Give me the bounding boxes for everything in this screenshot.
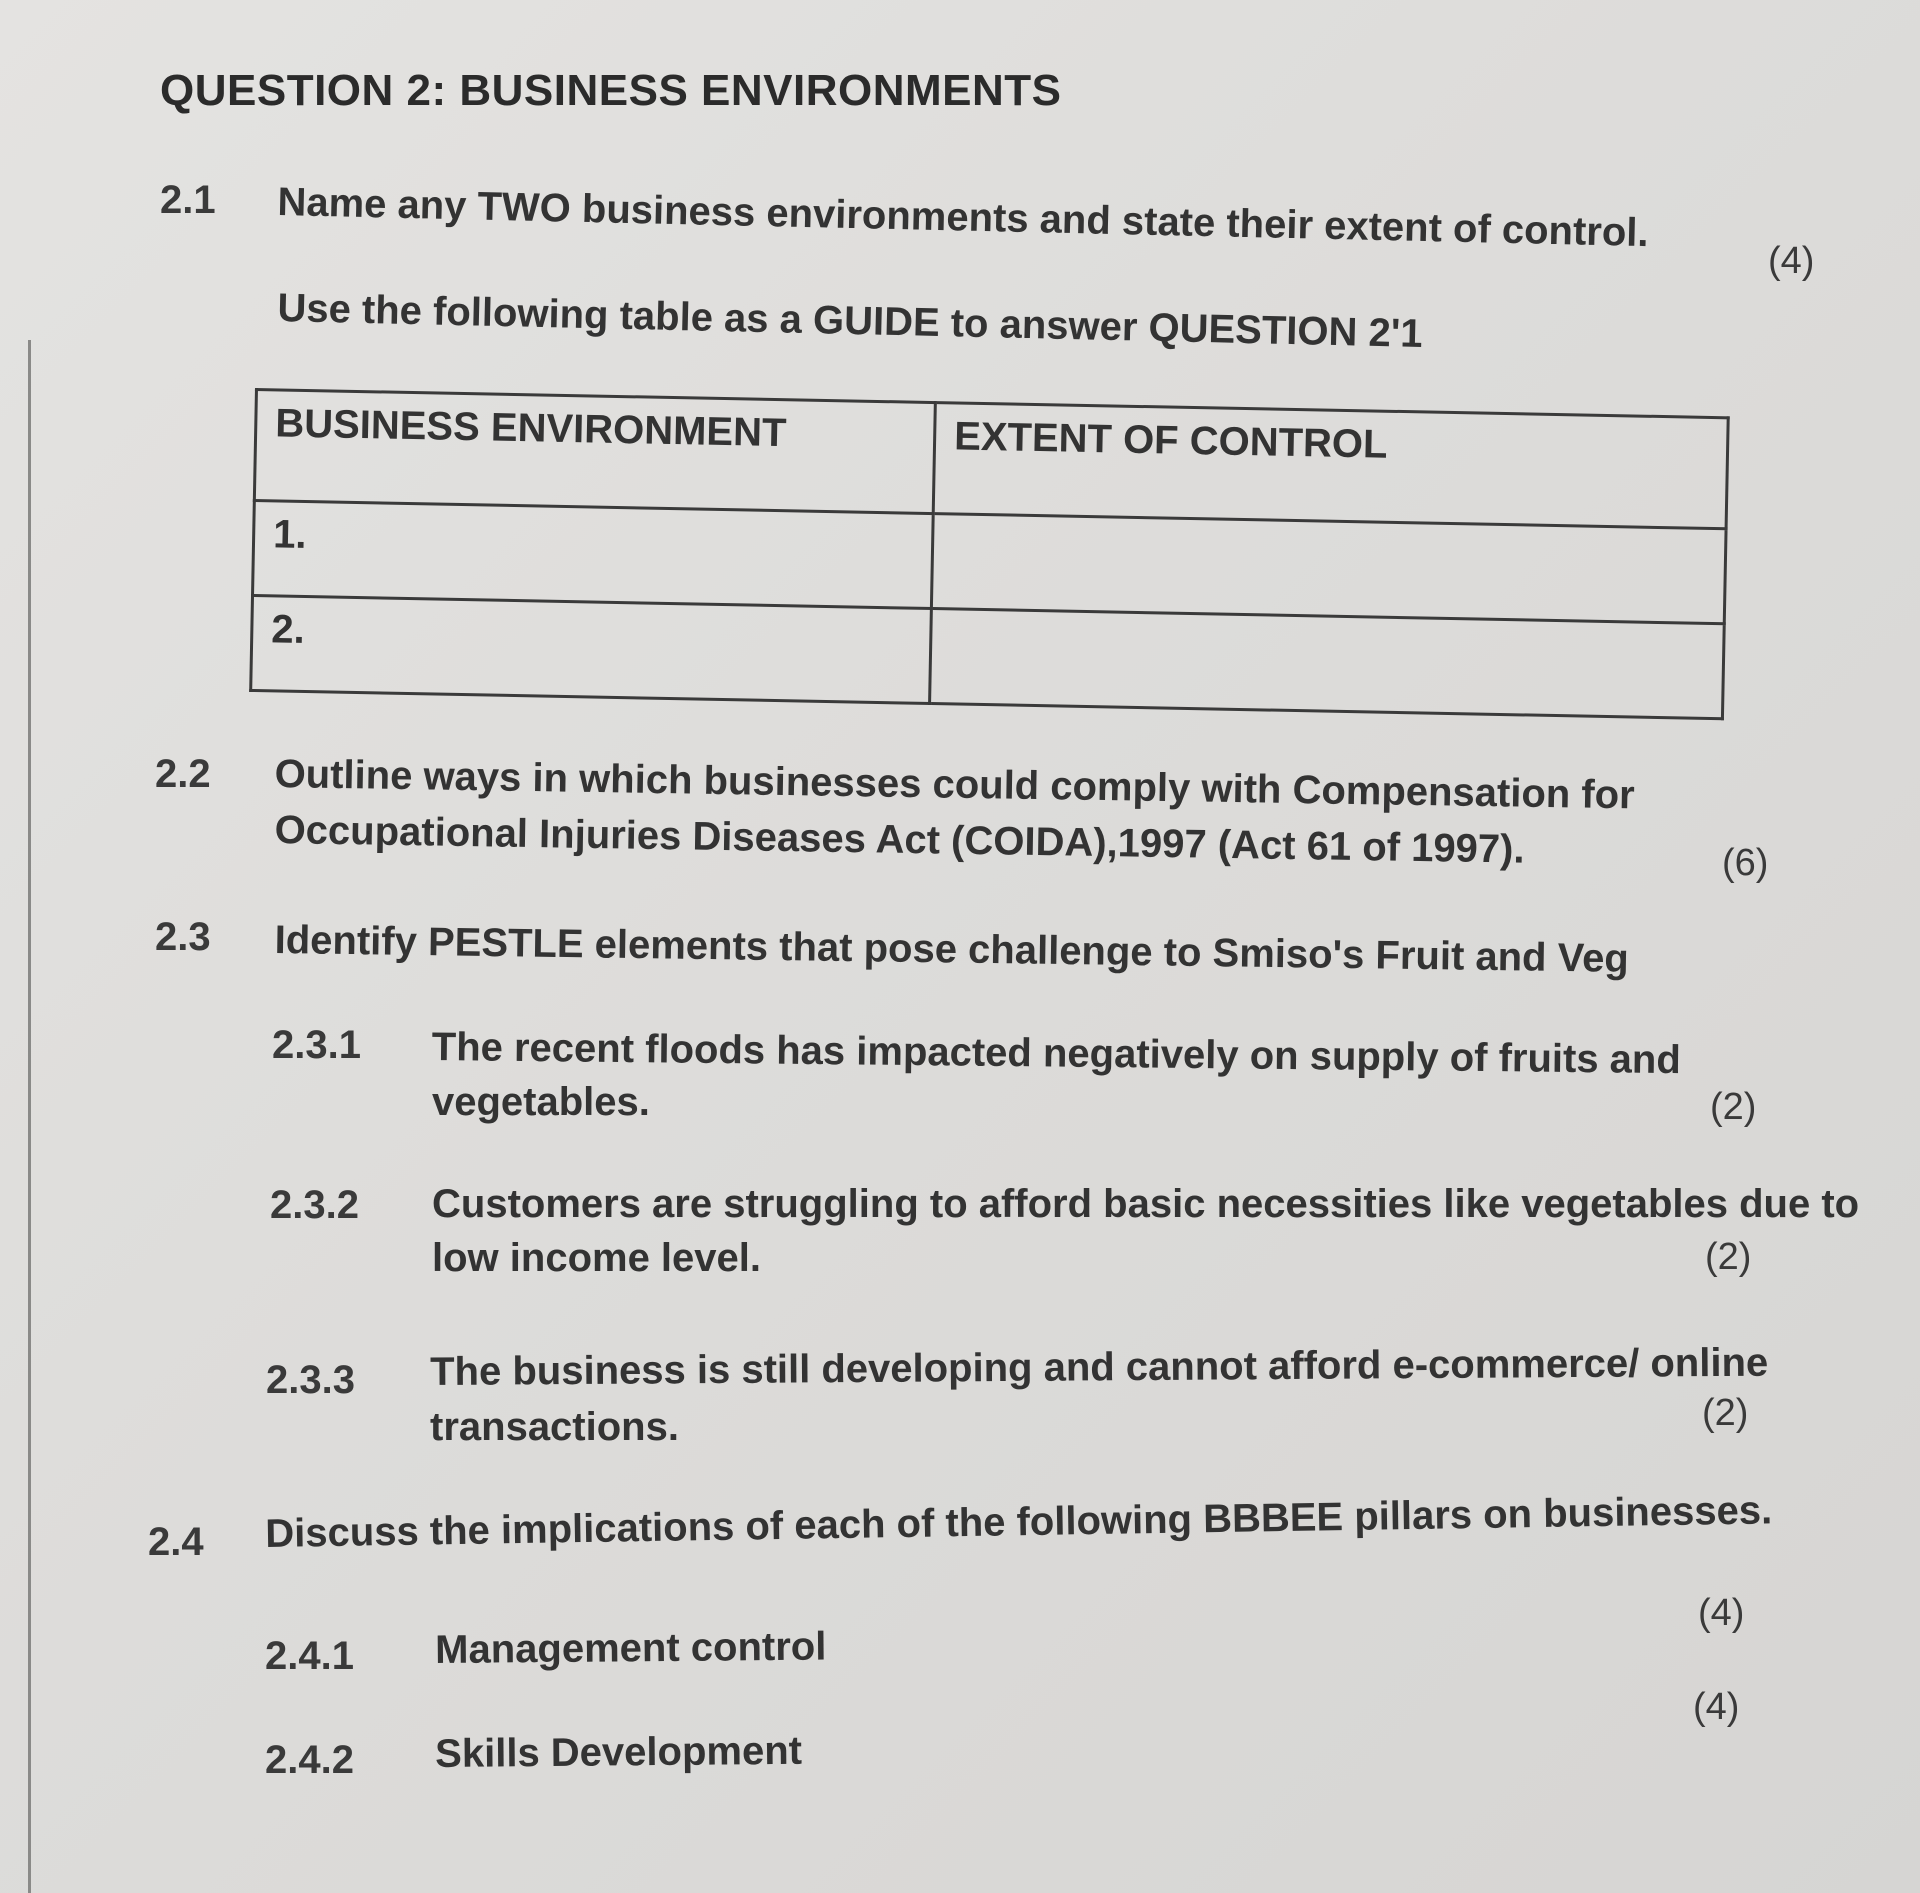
q2-4-number: 2.4 xyxy=(148,1520,204,1564)
q2-4-1-number: 2.4.1 xyxy=(265,1634,354,1678)
q2-4-text: Discuss the implications of each of the following BBBEE pillars on businesses. xyxy=(265,1488,1773,1556)
table-header-extent-of-control: EXTENT OF CONTROL xyxy=(933,403,1728,529)
q2-2-number: 2.2 xyxy=(155,752,211,796)
q2-4-1-text: Management control xyxy=(435,1624,827,1672)
q2-3-3-line2: transactions. xyxy=(430,1405,679,1449)
q2-3-1-line2: vegetables. xyxy=(432,1080,650,1124)
table-cell: 1. xyxy=(253,501,934,609)
q2-3-2-line2: low income level. xyxy=(432,1236,762,1280)
q2-3-3-marks: (2) xyxy=(1702,1392,1749,1434)
q2-4-1-marks: (4) xyxy=(1698,1592,1745,1634)
q2-3-3-line1: The business is still developing and cannot afford e-commerce/ online xyxy=(430,1340,1769,1394)
q2-1-number: 2.1 xyxy=(160,178,216,222)
paper-edge xyxy=(28,340,31,1893)
q2-1-guide-text: Use the following table as a GUIDE to answer QUESTION 2'1 xyxy=(277,286,1424,356)
q2-3-1-number: 2.3.1 xyxy=(272,1023,361,1067)
q2-3-2-line1: Customers are struggling to afford basic necessities like vegetables due to xyxy=(432,1182,1860,1226)
question-title: QUESTION 2: BUSINESS ENVIRONMENTS xyxy=(160,66,1062,115)
q2-4-2-text: Skills Development xyxy=(435,1728,803,1776)
q2-4-2-marks: (4) xyxy=(1693,1686,1740,1728)
q2-1-marks: (4) xyxy=(1768,240,1815,282)
q2-3-text: Identify PESTLE elements that pose challenge to Smiso's Fruit and Veg xyxy=(274,918,1630,981)
q2-2-line2: Occupational Injuries Diseases Act (COIDA),1997 (Act 61 of 1997). xyxy=(274,808,1525,872)
q2-3-2-number: 2.3.2 xyxy=(270,1183,359,1227)
q2-4-2-number: 2.4.2 xyxy=(265,1738,354,1782)
q2-2-marks: (6) xyxy=(1722,842,1769,884)
q2-3-3-number: 2.3.3 xyxy=(266,1358,355,1402)
q2-3-2-marks: (2) xyxy=(1705,1236,1752,1278)
guide-table xyxy=(249,388,1730,720)
q2-2-line1: Outline ways in which businesses could comply with Compensation for xyxy=(274,752,1636,818)
table-cell: 2. xyxy=(251,595,932,703)
table-header-business-environment: BUSINESS ENVIRONMENT xyxy=(254,390,935,514)
table-cell xyxy=(931,514,1726,624)
q2-3-1-line1: The recent floods has impacted negatively on supply of fruits and xyxy=(431,1025,1682,1083)
table-cell xyxy=(930,609,1725,719)
q2-3-1-marks: (2) xyxy=(1710,1086,1757,1128)
q2-3-number: 2.3 xyxy=(155,915,211,959)
q2-1-text: Name any TWO business environments and state their extent of control. xyxy=(277,180,1650,256)
